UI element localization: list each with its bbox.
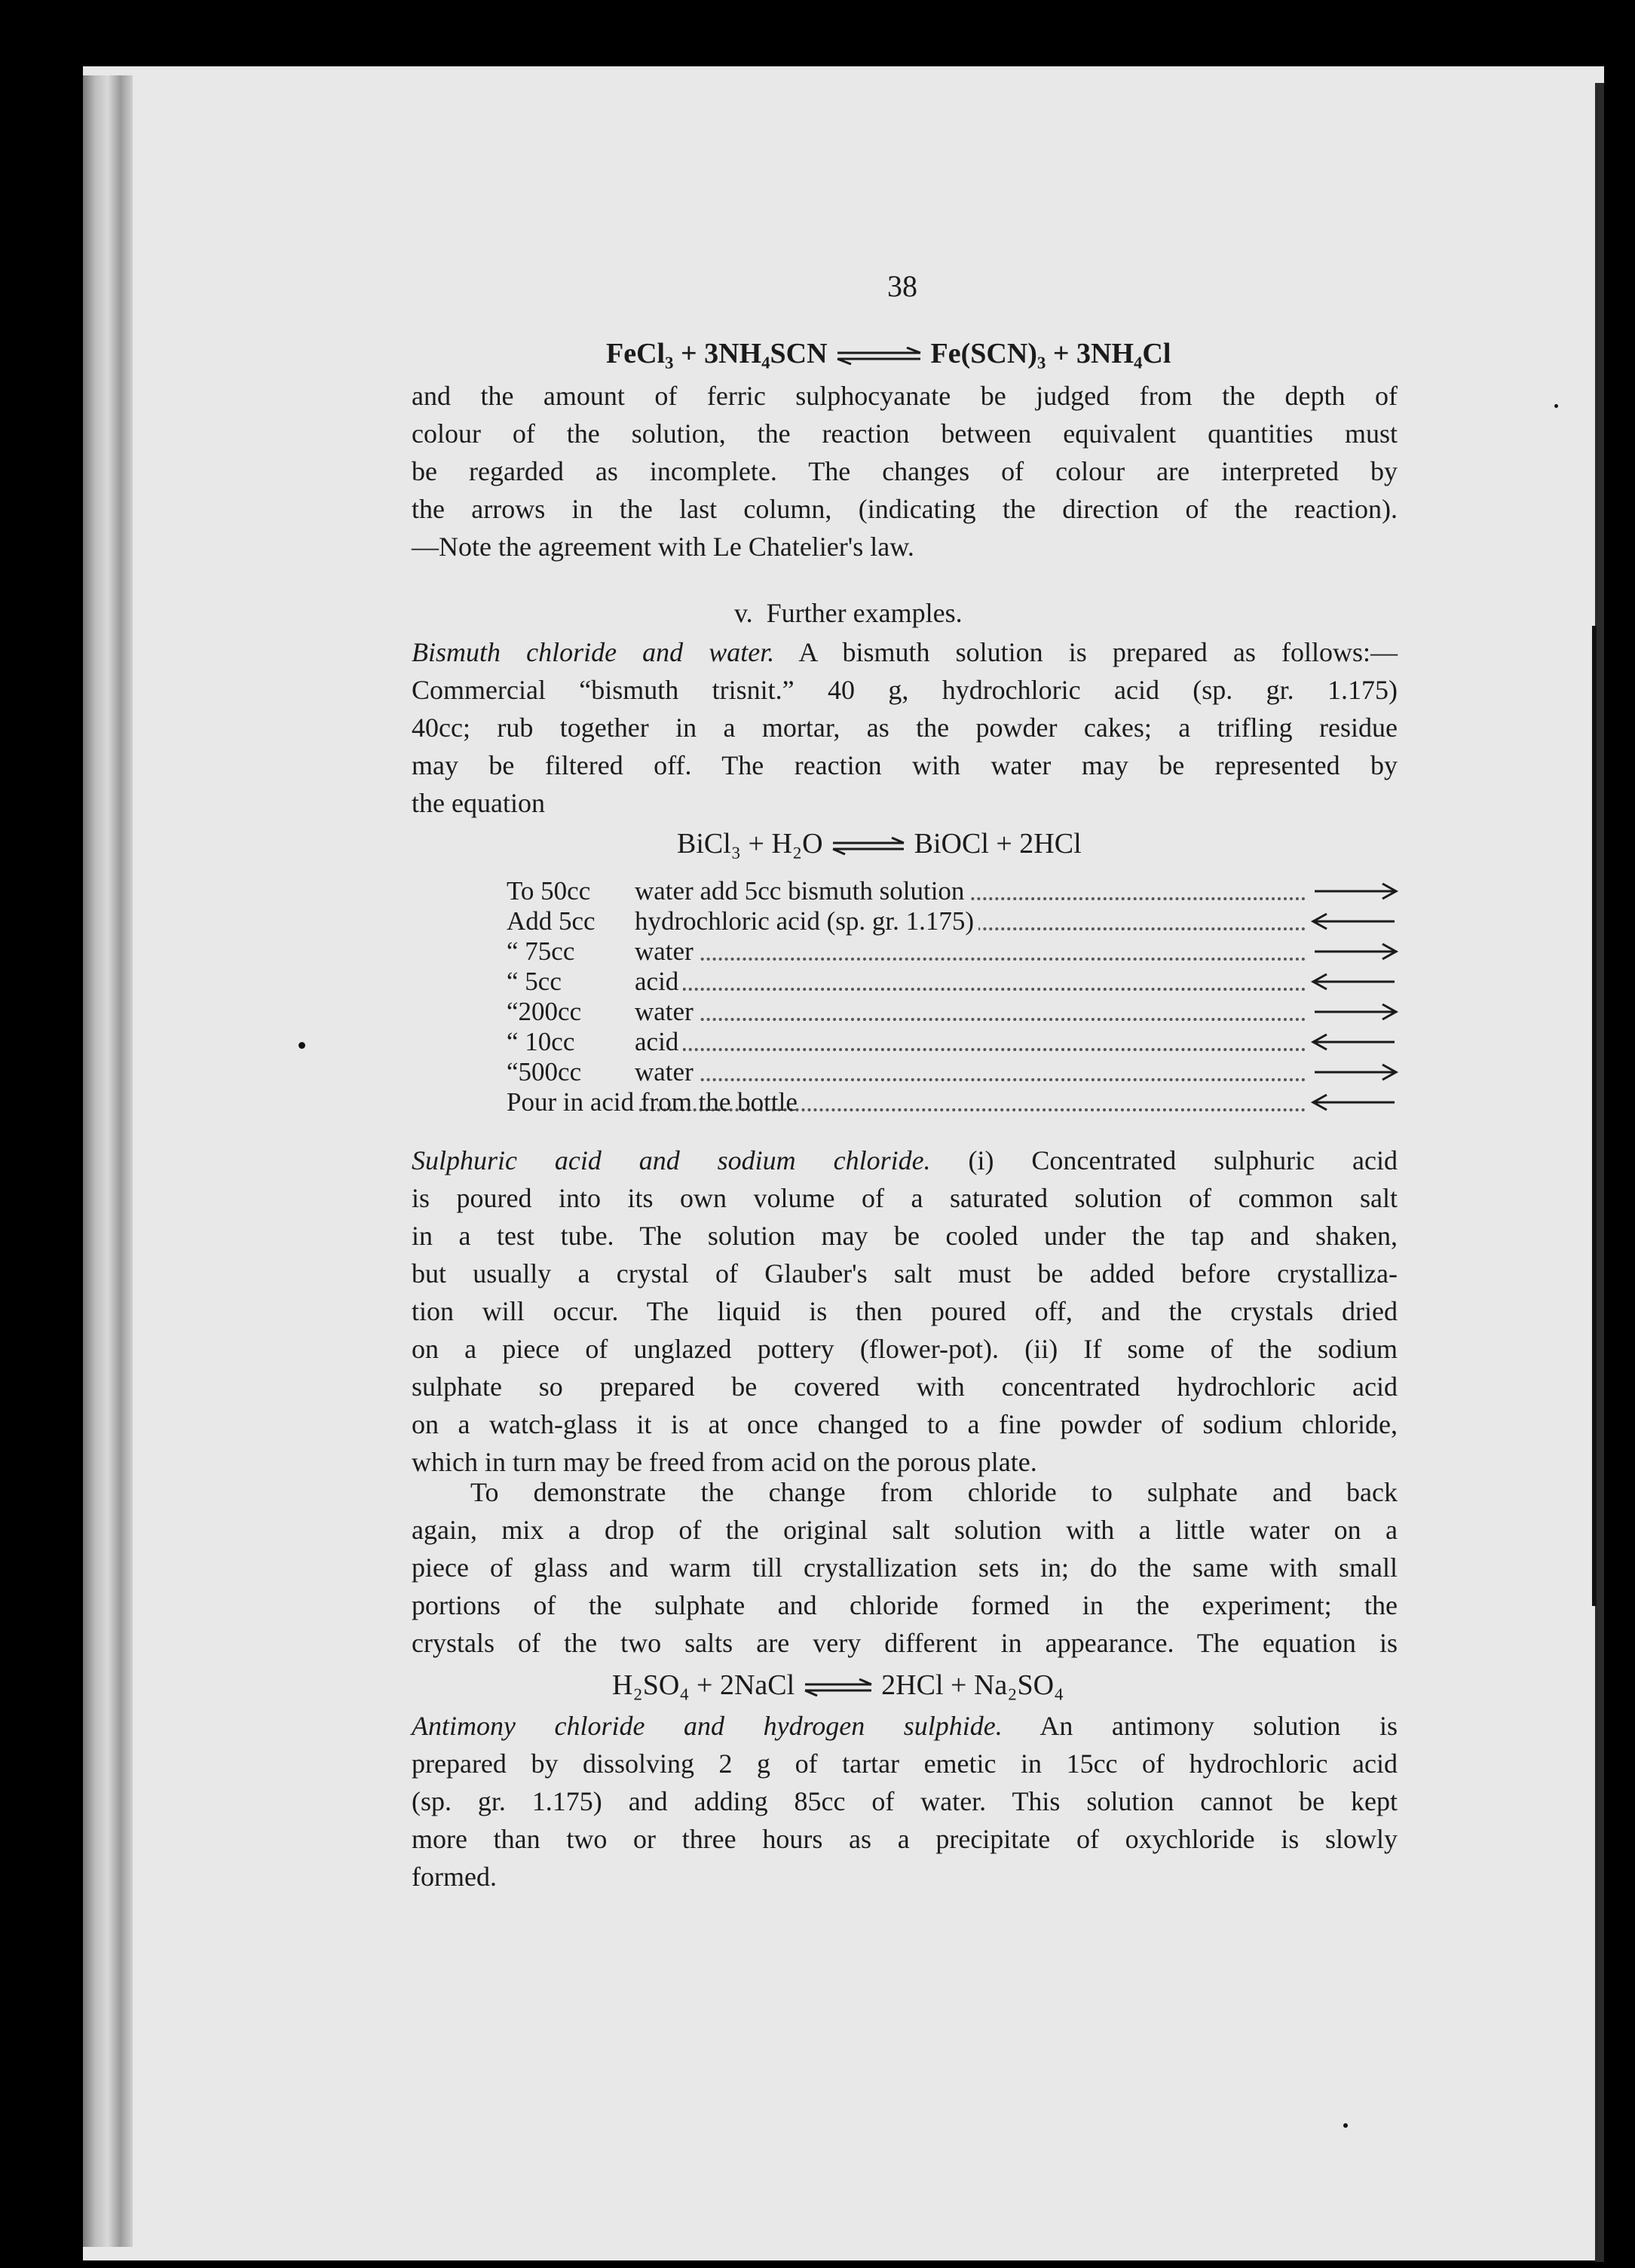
text-line: (sp. gr. 1.175) and adding 85cc of water. This solution cannot be kept	[412, 1786, 1398, 1816]
equation-1-left: FeCl₃ + 3NH₄SCN	[606, 338, 828, 369]
row-description: water	[635, 936, 698, 967]
table-row	[507, 1027, 1399, 1057]
row-amount: Add 5cc	[507, 906, 596, 936]
paragraph-antimony	[412, 1707, 1398, 1896]
text-line: formed.	[412, 1862, 497, 1892]
table-row	[507, 876, 1399, 906]
text-line: but usually a crystal of Glauber's salt must be added before crystalliza-	[412, 1258, 1398, 1289]
table-row	[507, 936, 1399, 967]
page-stack-edge	[83, 75, 133, 2247]
arrow-right-icon	[1310, 939, 1399, 964]
text-line: be regarded as incomplete. The changes of colour are interpreted by	[412, 456, 1398, 486]
text-line: portions of the sulphate and chloride formed in the experiment; the	[412, 1590, 1398, 1620]
equation-3-left: H₂SO₄ + 2NaCl	[612, 1669, 795, 1701]
text-line: the arrows in the last column, (indicating the direction of the reaction).	[412, 494, 1398, 524]
equation-3-right: 2HCl + Na₂SO₄	[881, 1669, 1064, 1701]
text-line: which in turn may be freed from acid on the porous plate.	[412, 1447, 1037, 1477]
equilibrium-arrow-icon	[834, 347, 923, 365]
text-line: in a test tube. The solution may be cooled under the tap and shaken,	[412, 1221, 1398, 1251]
table-row	[507, 997, 1399, 1027]
row-description: acid	[635, 967, 683, 997]
text-line: tion will occur. The liquid is then poured off, and the crystals dried	[412, 1296, 1398, 1326]
table-row	[507, 1087, 1399, 1117]
text-line: An antimony solution is	[1039, 1711, 1398, 1741]
row-description: water add 5cc bismuth solution	[635, 876, 969, 906]
table-row	[507, 967, 1399, 997]
text-line: A bismuth solution is prepared as follows:—	[798, 637, 1398, 667]
equation-bismuth	[677, 825, 1082, 863]
equation-2-left: BiCl₃ + H₂O	[677, 828, 823, 860]
table-row	[507, 1057, 1399, 1087]
text-line: Commercial “bismuth trisnit.” 40 g, hydrochloric acid (sp. gr. 1.175)	[412, 675, 1398, 705]
text-line: —Note the agreement with Le Chatelier's law.	[412, 532, 914, 562]
equation-sodium-sulphate	[612, 1666, 1064, 1704]
row-description: water	[635, 997, 698, 1027]
text-line: on a piece of unglazed pottery (flower-pot). (ii) If some of the sodium	[412, 1334, 1398, 1364]
arrow-right-icon	[1310, 1060, 1399, 1084]
row-amount: “500cc	[507, 1057, 582, 1086]
antimony-title: Antimony chloride and hydrogen sulphide.	[412, 1711, 1003, 1741]
text-line: the equation	[412, 788, 545, 818]
arrow-left-icon	[1310, 909, 1399, 933]
sulphuric-title: Sulphuric acid and sodium chloride.	[412, 1145, 931, 1175]
text-line: To demonstrate the change from chloride to sulphate and back	[470, 1477, 1398, 1507]
scan-speck	[1343, 2123, 1348, 2128]
text-line: is poured into its own volume of a saturated solution of common salt	[412, 1183, 1398, 1213]
text-line: prepared by dissolving 2 g of tartar emetic in 15cc of hydrochloric acid	[412, 1749, 1398, 1779]
row-description: hydrochloric acid (sp. gr. 1.175)	[635, 906, 978, 936]
row-description: acid	[635, 1027, 683, 1057]
arrow-right-icon	[1310, 879, 1399, 903]
text-line: may be filtered off. The reaction with water may be represented by	[412, 750, 1398, 780]
paragraph-le-chatelier	[412, 377, 1398, 565]
text-line: crystals of the two salts are very different in appearance. The equation is	[412, 1628, 1398, 1658]
row-amount: “ 5cc	[507, 967, 562, 996]
arrow-left-icon	[1310, 1090, 1399, 1114]
equilibrium-arrow-icon	[802, 1678, 874, 1696]
dot-leader	[635, 1057, 1306, 1081]
text-line: again, mix a drop of the original salt solution with a little water on a	[412, 1515, 1398, 1545]
row-amount: “ 10cc	[507, 1027, 575, 1056]
equation-1-right: Fe(SCN)₃ + 3NH₄Cl	[930, 338, 1171, 369]
dot-leader	[635, 1027, 1306, 1051]
text-line: and the amount of ferric sulphocyanate be judged from the depth of	[412, 381, 1398, 411]
arrow-left-icon	[1310, 1030, 1399, 1054]
text-line: sulphate so prepared be covered with concentrated hydrochloric acid	[412, 1372, 1398, 1402]
dot-leader	[635, 997, 1306, 1021]
row-amount: Pour in acid from the bottle	[507, 1087, 798, 1117]
section-heading: v. Further examples.	[734, 598, 963, 628]
text-line: more than two or three hours as a precipitate of oxychloride is slowly	[412, 1824, 1398, 1854]
row-amount: To 50cc	[507, 876, 591, 906]
text-line: on a watch-glass it is at once changed to a fine powder of sodium chloride,	[412, 1409, 1398, 1439]
equilibrium-arrow-icon	[830, 837, 907, 855]
table-row	[507, 906, 1399, 936]
dot-leader	[635, 936, 1306, 961]
scan-speck	[1554, 404, 1558, 408]
text-line: piece of glass and warm till crystallization sets in; do the same with small	[412, 1552, 1398, 1583]
equation-ferric-thiocyanate	[606, 335, 1171, 372]
text-line: colour of the solution, the reaction between equivalent quantities must	[412, 418, 1398, 449]
text-line: 40cc; rub together in a mortar, as the powder cakes; a trifling residue	[412, 713, 1398, 743]
dot-leader	[635, 967, 1306, 991]
scan-speck	[299, 1042, 305, 1049]
text-line: (i) Concentrated sulphuric acid	[968, 1145, 1398, 1175]
row-description: water	[635, 1057, 698, 1087]
equation-2-right: BiOCl + 2HCl	[914, 828, 1082, 860]
paragraph-bismuth	[412, 633, 1398, 822]
paragraph-sulphuric	[412, 1142, 1398, 1481]
arrow-right-icon	[1310, 1000, 1399, 1024]
paragraph-demonstration	[412, 1473, 1398, 1662]
row-amount: “ 75cc	[507, 936, 575, 966]
binding-shadow	[1592, 626, 1597, 1606]
page-number: 38	[887, 269, 917, 303]
bismuth-title: Bismuth chloride and water.	[412, 637, 775, 667]
row-amount: “200cc	[507, 997, 582, 1026]
arrow-left-icon	[1310, 970, 1399, 994]
